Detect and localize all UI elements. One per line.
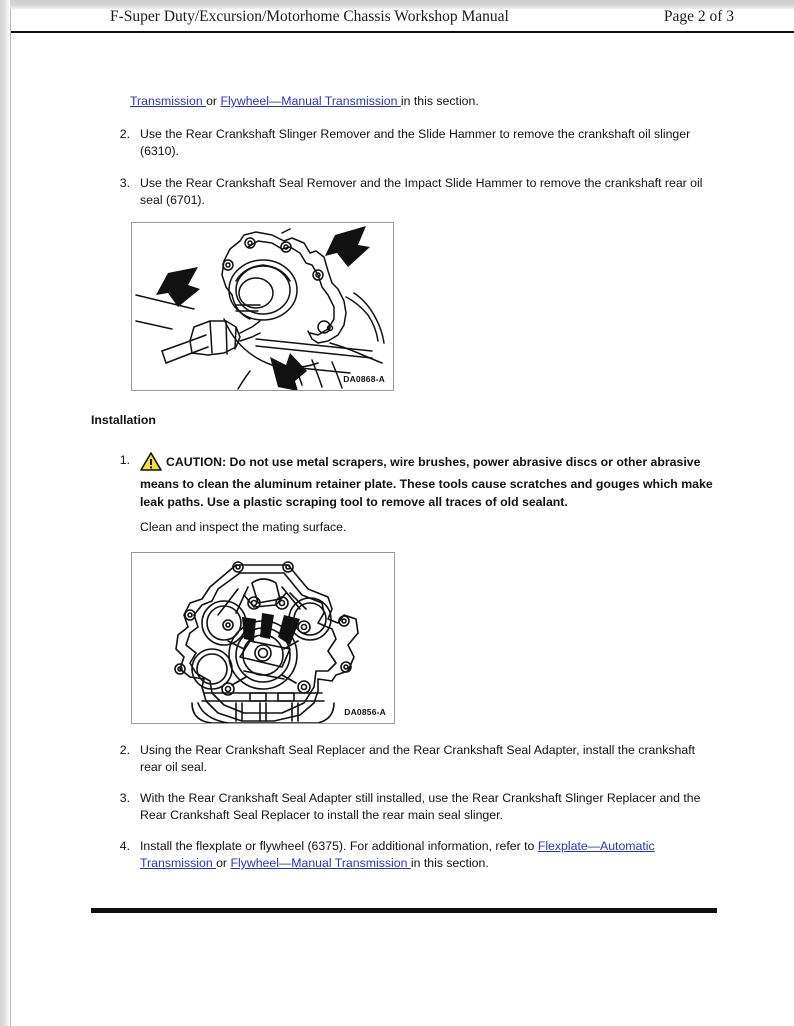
caution-prefix: CAUTION: (166, 455, 227, 469)
list-item (108, 175, 720, 209)
list-item-text: Use the Rear Crankshaft Seal Remover and the Impact Slide Hammer to remove the crankshaft rear oil seal (6701). (140, 176, 703, 207)
footer-divider (91, 908, 717, 913)
warning-triangle-icon (140, 452, 162, 476)
list-item-number: 2. (119, 127, 130, 141)
arrow-markers (242, 613, 300, 645)
link-flexplate-automatic-transmission[interactable]: Flexplate—Automatic Transmission (140, 839, 655, 870)
list-item (108, 742, 720, 776)
figure-crankshaft-seal-removal (131, 222, 394, 391)
final-step-text-before: Install the flexplate or flywheel (6375). For additional information, refer to (140, 839, 538, 853)
caution-text (140, 452, 720, 511)
list-item-number: 3. (119, 791, 130, 805)
clean-inspect-note: Clean and inspect the mating surface. (140, 520, 347, 534)
link-flywheel-manual-transmission[interactable]: Flywheel—Manual Transmission (230, 855, 411, 870)
caution-body-text: Do not use metal scrapers, wire brushes, power abrasive discs or other abrasive means to clean the aluminum retainer plate. These tools cause scratches and gouges which make leak paths. Use a plastic scraping tool to remove all traces of old sealant. (140, 455, 713, 509)
final-step-tail-text: in this section. (410, 855, 489, 870)
link-flywheel-manual-transmission[interactable]: Flywheel—Manual Transmission (220, 94, 401, 108)
crankshaft-seal-removal-illustration (132, 223, 393, 390)
list-item-text: Using the Rear Crankshaft Seal Replacer and the Rear Crankshaft Seal Adapter, install the crankshaft rear oil seal. (140, 743, 696, 774)
figure-retainer-plate (131, 552, 395, 724)
final-step-mid-text: or (216, 855, 231, 870)
list-item (108, 790, 720, 824)
list-item-number: 4. (119, 839, 130, 853)
caution-list-item (108, 452, 720, 511)
link-transmission[interactable]: Transmission (130, 94, 207, 108)
intro-mid-text: or (206, 94, 221, 108)
list-item-text: Use the Rear Crankshaft Slinger Remover and the Slide Hammer to remove the crankshaft oil slinger (6310). (140, 127, 691, 158)
retainer-plate-illustration (132, 553, 394, 723)
list-item (108, 838, 720, 872)
list-item-number: 1. (119, 453, 130, 467)
figure-label: DA0856-A (344, 706, 386, 717)
list-item-text (140, 838, 720, 872)
page-number-label: Page 2 of 3 (663, 8, 734, 25)
list-item-number: 2. (119, 743, 130, 757)
intro-continuation-paragraph (130, 93, 730, 110)
intro-tail-text: in this section. (400, 94, 479, 108)
manual-title: F-Super Duty/Excursion/Motorhome Chassis Workshop Manual (110, 8, 509, 25)
list-item-number: 3. (119, 176, 130, 190)
page-title: Installation (91, 413, 156, 427)
figure-label: DA0868-A (343, 373, 385, 384)
list-item-text: With the Rear Crankshaft Seal Adapter still installed, use the Rear Crankshaft Slinger Replacer and the Rear Crankshaft Seal Replacer to install the rear main seal slinger. (140, 791, 701, 822)
list-item (108, 126, 720, 160)
